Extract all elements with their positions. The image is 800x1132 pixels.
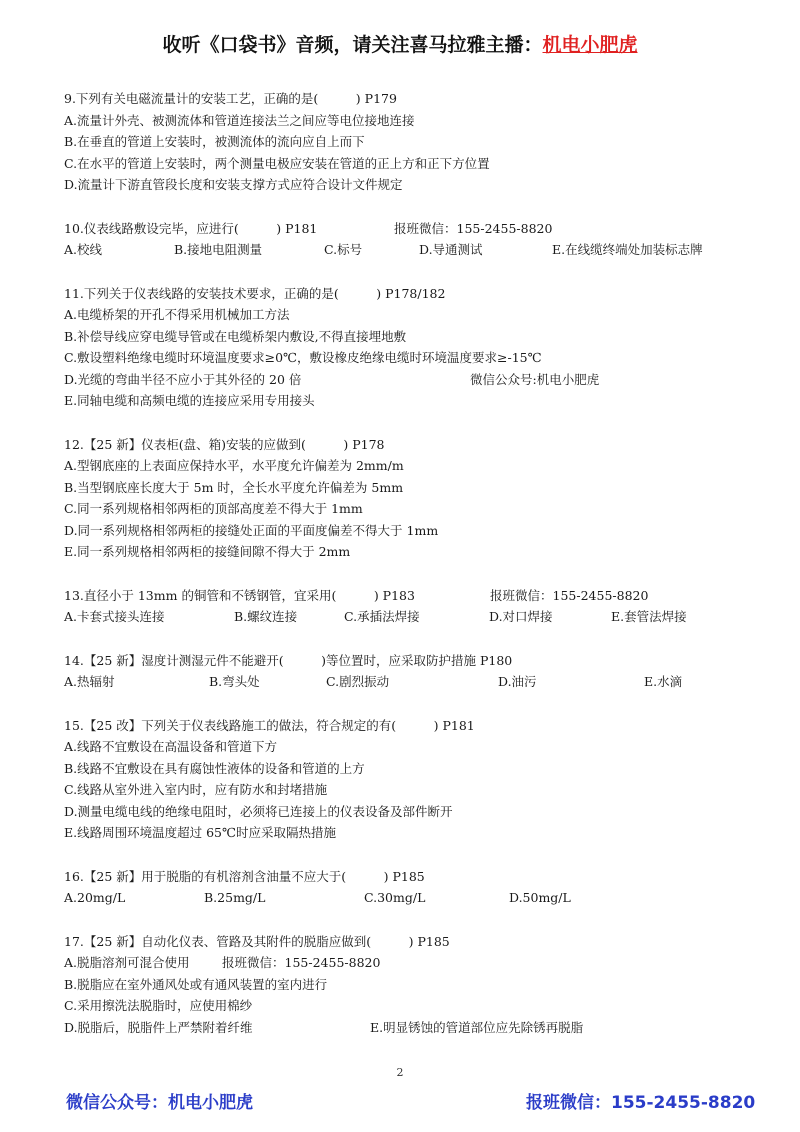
option-c: C.剧烈振动 [326,674,390,689]
option-d: D.流量计下游直管段长度和安装支撑方式应符合设计文件规定 [64,177,403,192]
host-name: 机电小肥虎 [542,34,638,56]
option-b: B.25mg/L [204,890,266,905]
option-a: A.型钢底座的上表面应保持水平，水平度允许偏差为 2mm/m [64,458,404,473]
option-c: C.敷设塑料绝缘电缆时环境温度要求≥0℃，敷设橡皮绝缘电缆时环境温度要求≥-15℃ [64,350,542,365]
option-a: A.流量计外壳、被测流体和管道连接法兰之间应等电位接地连接 [64,112,415,128]
question-stem-row [64,218,754,240]
option-b: B.补偿导线应穿电缆导管或在电缆桥架内敷设,不得直接埋地敷 [64,328,407,344]
option-d: D.同一系列规格相邻两柜的接缝处正面的平面度偏差不得大于 1mm [64,522,439,538]
option-b: B.接地电阻测量 [174,242,263,257]
question-stem: 13.直径小于 13mm 的铜管和不锈钢管，宜采用( ) P183 [64,587,415,603]
footer-enroll-wechat: 报班微信：155-2455-8820 [526,1093,756,1113]
option-e: E.线路周围环境温度超过 65℃时应采取隔热措施 [64,825,336,840]
option-c: C.在水平的管道上安装时，两个测量电极应安装在管道的正上方和正下方位置 [64,155,490,171]
contact-note: 报班微信：155-2455-8820 [394,220,553,236]
option-d: D.50mg/L [509,890,571,905]
question-stem: 17.【25 新】自动化仪表、管路及其附件的脱脂应做到( ) P185 [64,933,450,949]
question-stem: 10.仪表线路敷设完毕，应进行( ) P181 [64,220,318,236]
question-10 [64,218,754,261]
option-e: E.同一系列规格相邻两柜的接缝间隙不得大于 2mm [64,544,351,559]
question-13 [64,585,754,628]
option-c: C.30mg/L [364,890,426,905]
page-number: 2 [396,1066,404,1079]
option-e: E.套管法焊接 [611,609,687,624]
wechat-note: 微信公众号:机电小肥虎 [470,371,600,387]
option-d: D.脱脂后，脱脂件上严禁附着纤维 [64,1019,253,1035]
header-prefix: 收听《口袋书》音频，请关注喜马拉雅主播： [162,34,543,56]
question-17 [64,931,754,1039]
footer-wechat-account: 微信公众号：机电小肥虎 [66,1093,253,1113]
option-c: C.采用擦洗法脱脂时，应使用棉纱 [64,998,253,1013]
page-header [0,30,800,57]
option-a: A.线路不宜敷设在高温设备和管道下方 [64,739,278,754]
option-a: A.电缆桥架的开孔不得采用机械加工方法 [64,307,290,322]
question-11 [64,283,754,412]
options-row [64,239,754,261]
option-b: B.螺纹连接 [234,609,298,624]
question-16 [64,866,754,909]
contact-note: 报班微信：155-2455-8820 [490,587,649,603]
option-a: A.热辐射 [64,674,115,689]
option-d: D.测量电缆电线的绝缘电阻时，必须将已连接上的仪表设备及部件断开 [64,803,453,819]
option-b: B.脱脂应在室外通风处或有通风装置的室内进行 [64,976,328,992]
options-row [64,671,754,693]
option-d: D.对口焊接 [489,609,553,624]
question-stem: 15.【25 改】下列关于仪表线路施工的做法，符合规定的有( ) P181 [64,717,475,733]
option-b: B.在垂直的管道上安装时，被测流体的流向应自上而下 [64,134,365,149]
option-a-row [64,952,754,974]
question-stem: 11.下列关于仪表线路的安装技术要求，正确的是( ) P178/182 [64,285,446,301]
option-a: A.脱脂溶剂可混合使用 [64,955,190,970]
question-list [64,88,754,1060]
option-c: C.承插法焊接 [344,609,420,624]
option-d: D.导通测试 [419,242,483,257]
option-c: C.同一系列规格相邻两柜的顶部高度差不得大于 1mm [64,501,363,516]
option-b: B.弯头处 [209,674,260,689]
question-15 [64,715,754,844]
option-b: B.线路不宜敷设在具有腐蚀性液体的设备和管道的上方 [64,760,365,776]
question-stem: 12.【25 新】仪表柜(盘、箱)安装的应做到( ) P178 [64,436,385,452]
option-de-row [64,1017,754,1039]
option-a: A.卡套式接头连接 [64,609,165,624]
options-row [64,887,754,909]
option-d: D.光缆的弯曲半径不应小于其外径的 20 倍 [64,371,302,387]
option-d-row [64,369,754,391]
question-stem-row [64,585,754,607]
question-stem: 9.下列有关电磁流量计的安装工艺，正确的是( ) P179 [64,91,397,106]
option-e: E.明显锈蚀的管道部位应先除锈再脱脂 [370,1019,584,1035]
option-b: B.当型钢底座长度大于 5m 时，全长水平度允许偏差为 5mm [64,479,404,495]
contact-note: 报班微信：155-2455-8820 [222,955,381,970]
option-c: C.线路从室外进入室内时，应有防水和封堵措施 [64,782,328,797]
option-e: E.同轴电缆和高频电缆的连接应采用专用接头 [64,393,315,408]
option-a: A.校线 [64,242,103,257]
option-a: A.20mg/L [64,890,126,905]
question-12 [64,434,754,563]
question-14 [64,650,754,693]
option-d: D.油污 [498,674,537,689]
question-stem: 16.【25 新】用于脱脂的有机溶剂含油量不应大于( ) P185 [64,868,425,884]
option-e: E.在线缆终端处加装标志牌 [552,242,703,257]
option-e: E.水滴 [644,674,683,689]
options-row [64,606,754,628]
option-c: C.标号 [324,242,363,257]
question-9 [64,88,754,196]
question-stem: 14.【25 新】湿度计测湿元件不能避开( )等位置时，应采取防护措施 P180 [64,652,513,668]
